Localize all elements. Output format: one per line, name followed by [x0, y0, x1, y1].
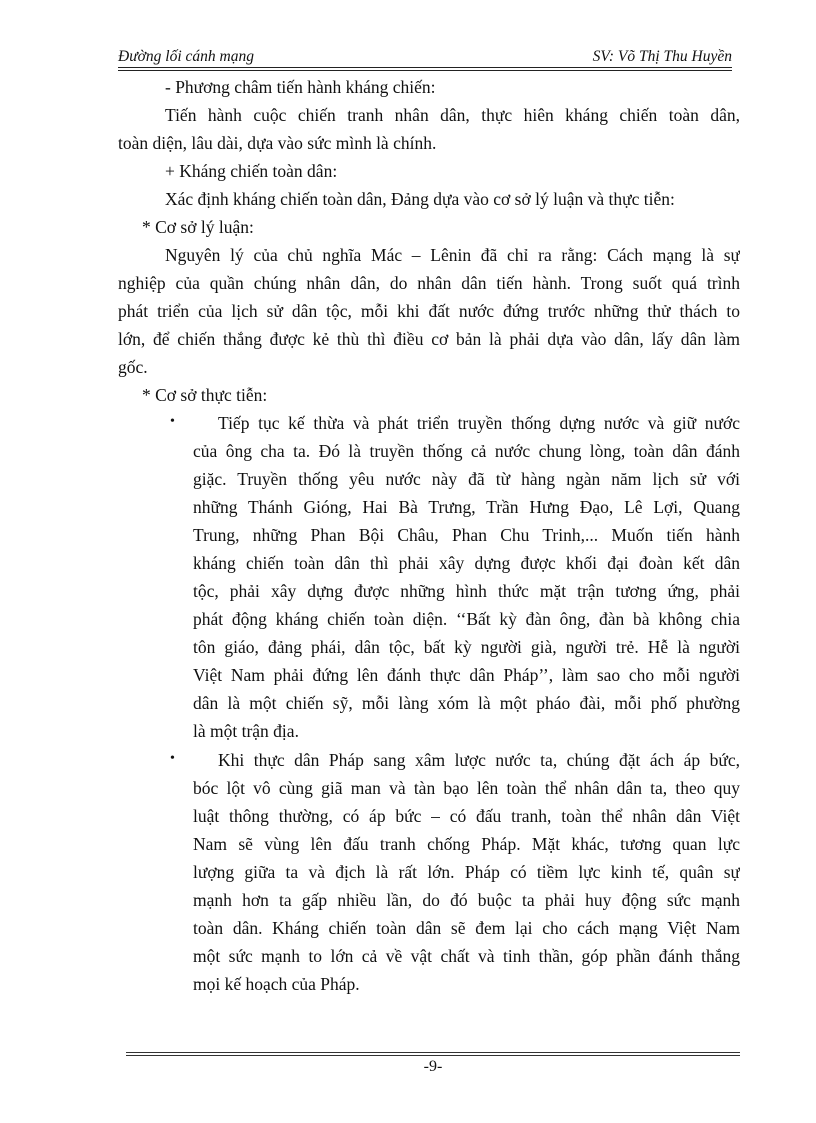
bullet-text-line: một sức mạnh to lớn cả về vật chất và tinh thần, góp phần đánh thắng	[193, 946, 740, 966]
bullet-text-line: dân là một chiến sỹ, mỗi làng xóm là một pháo đài, mỗi phố phường	[193, 693, 740, 713]
header-student-name: SV: Võ Thị Thu Huyền	[592, 48, 732, 65]
paragraph-line: Nguyên lý của chủ nghĩa Mác – Lênin đã chỉ ra rằng: Cách mạng là sự	[165, 245, 740, 265]
bullet-text-line: những Thánh Gióng, Hai Bà Trưng, Trần Hưng Đạo, Lê Lợi, Quang	[193, 497, 740, 517]
bullet-text-line: giặc. Truyền thống yêu nước này đã từ hàng ngàn năm lịch sử với	[193, 469, 740, 489]
paragraph-line: phát triển của lịch sử dân tộc, mỗi khi đất nước đứng trước những thử thách to	[118, 301, 740, 321]
bullet-text-line: toàn dân. Kháng chiến toàn dân sẽ đem lại cho cách mạng Việt Nam	[193, 918, 740, 938]
bullet-text-line: mạnh hơn ta gấp nhiều lần, do đó buộc ta phải huy động sức mạnh	[193, 890, 740, 910]
bullet-text-line: là một trận địa.	[193, 721, 299, 741]
paragraph-line: Tiến hành cuộc chiến tranh nhân dân, thực hiên kháng chiến toàn dân,	[165, 105, 740, 125]
section-heading: * Cơ sở thực tiễn:	[142, 385, 268, 405]
bullet-text-line: phát động kháng chiến toàn diện. ‘‘Bất kỳ đàn ông, đàn bà không chia	[193, 609, 740, 629]
bullet-marker: •	[170, 751, 175, 766]
bullet-text-line: Trung, những Phan Bội Châu, Phan Chu Trinh,... Muốn tiến hành	[193, 525, 740, 545]
section-heading: * Cơ sở lý luận:	[142, 217, 254, 237]
bullet-text-line: Khi thực dân Pháp sang xâm lược nước ta, chúng đặt ách áp bức,	[218, 750, 740, 770]
paragraph-line: toàn diện, lâu dài, dựa vào sức mình là chính.	[118, 133, 437, 153]
page-header	[118, 48, 732, 68]
header-rule	[118, 67, 732, 68]
bullet-text-line: mọi kế hoạch của Pháp.	[193, 974, 360, 994]
paragraph-line: gốc.	[118, 357, 148, 377]
bullet-text-line: tôn giáo, đảng phái, dân tộc, bất kỳ người già, người trẻ. Hễ là người	[193, 637, 740, 657]
bullet-text-line: bóc lột vô cùng giã man và tàn bạo lên toàn thể nhân dân ta, theo quy	[193, 778, 740, 798]
header-course-title: Đường lối cánh mạng	[118, 48, 254, 65]
paragraph-line: + Kháng chiến toàn dân:	[165, 161, 338, 181]
footer-rule	[126, 1052, 740, 1053]
bullet-text-line: Việt Nam phải đứng lên đánh thực dân Pháp’’, làm sao cho mỗi người	[193, 665, 740, 685]
bullet-marker: •	[170, 414, 175, 429]
bullet-text-line: lượng giữa ta và địch là rất lớn. Pháp có tiềm lực kinh tế, quân sự	[193, 862, 740, 882]
paragraph-line: nghiệp của quần chúng nhân dân, do nhân dân tiến hành. Trong suốt quá trình	[118, 273, 740, 293]
paragraph-line: - Phương châm tiến hành kháng chiến:	[165, 77, 436, 97]
page-number: -9-	[423, 1058, 443, 1075]
bullet-text-line: Nam sẽ vùng lên đấu tranh chống Pháp. Mặt khác, tương quan lực	[193, 834, 740, 854]
paragraph-line: Xác định kháng chiến toàn dân, Đảng dựa vào cơ sở lý luận và thực tiễn:	[165, 189, 675, 209]
bullet-text-line: luật thông thường, có áp bức – có đấu tranh, toàn thể nhân dân Việt	[193, 806, 740, 826]
paragraph-line: lớn, để chiến thắng được kẻ thù thì điều cơ bản là phải dựa vào dân, lấy dân làm	[118, 329, 740, 349]
bullet-text-line: tộc, phải xây dựng được những hình thức mặt trận tương ứng, phải	[193, 581, 740, 601]
bullet-text-line: Tiếp tục kế thừa và phát triển truyền thống dựng nước và giữ nước	[218, 413, 740, 433]
footer-rule-double	[126, 1055, 740, 1056]
header-rule-double	[118, 70, 732, 71]
bullet-text-line: của ông cha ta. Đó là truyền thống cả nước chung lòng, toàn dân đánh	[193, 441, 740, 461]
bullet-text-line: kháng chiến toàn dân thì phải xây dựng được khối đại đoàn kết dân	[193, 553, 740, 573]
